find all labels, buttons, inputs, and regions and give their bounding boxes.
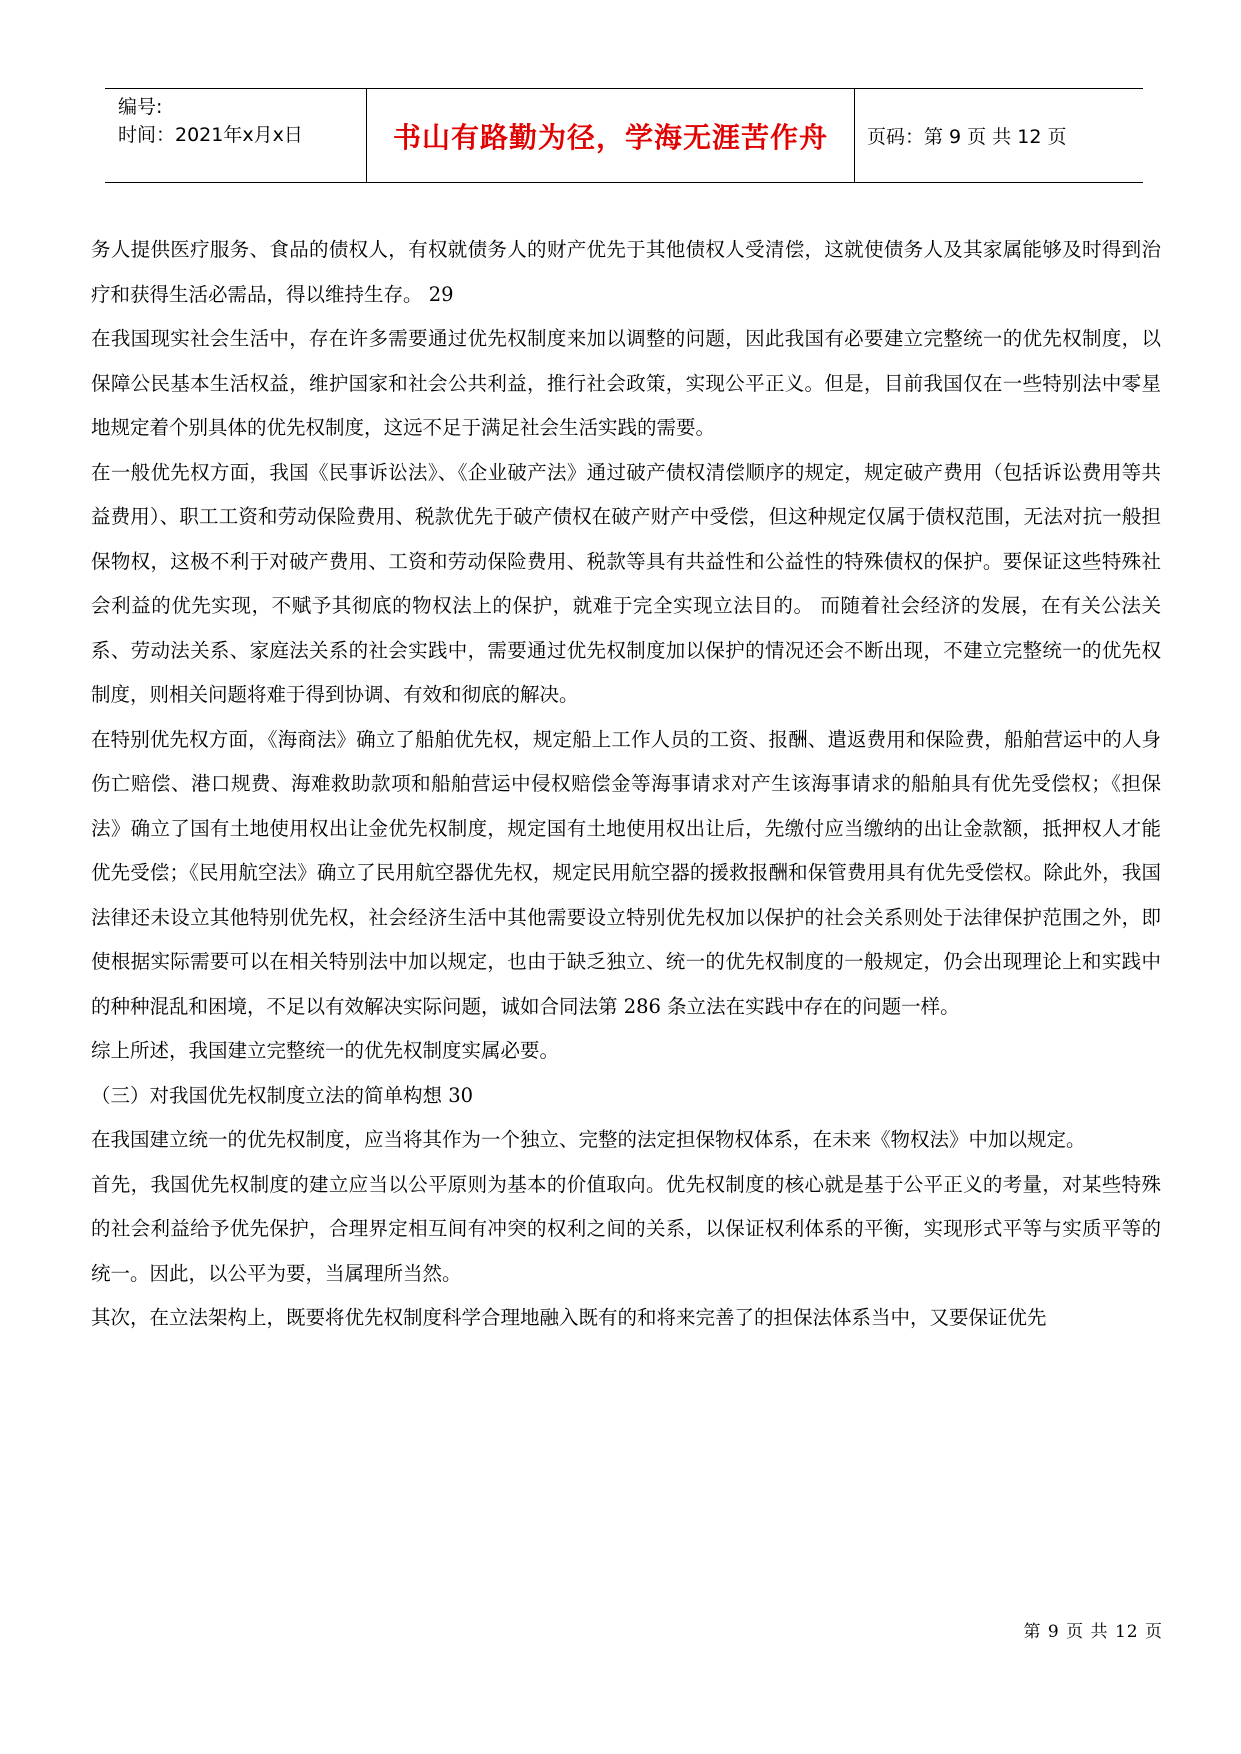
document-number-label: 编号: <box>118 96 163 118</box>
header-page-number: 页码：第 9 页 共 12 页 <box>867 126 1067 148</box>
section-heading: （三）对我国优先权制度立法的简单构想 30 <box>91 1083 474 1107</box>
paragraph: 其次，在立法架构上，既要将优先权制度科学合理地融入既有的和将来完善了的担保法体系当中，又要保证优先 <box>91 1306 1047 1329</box>
paragraph: 首先，我国优先权制度的建立应当以公平原则为基本的价值取向。优先权制度的核心就是基于公平正义的考量，对某些特殊的社会利益给予优先保护，合理界定相互间有冲突的权利之间的关系，以保证权利体系的平衡，实现形式平等与实质平等的统一。因此，以公平为要，当属理所当然。 <box>91 1172 1161 1285</box>
page-footer: 第 9 页 共 12 页 <box>1023 1622 1163 1642</box>
paragraph: 在一般优先权方面，我国《民事诉讼法》、《企业破产法》通过破产债权清偿顺序的规定，规定破产费用（包括诉讼费用等共益费用）、职工工资和劳动保险费用、税款优先于破产债权在破产财产中受偿，但这种规定仅属于债权范围，无法对抗一般担保物权，这极不利于对破产费用、工资和劳动保险费用、税款等具有共益性和公益性的特殊债权的保护。要保证这些特殊社会利益的优先实现，不赋予其彻底的物权法上的保护，就难于完全实现立法目的。 而随着社会经济的发展，在有关公法关系、劳动法关系、家庭法关系的社会实践中，需要通过优先权制度加以保护的情况还会不断出现，不建立完整统一的优先权制度，则相关问题将难于得到协调、有效和彻底的解决。 <box>91 460 1161 706</box>
page-header <box>105 88 1143 183</box>
header-motto: 书山有路勤为径，学海无涯苦作舟 <box>367 89 855 182</box>
document-body <box>91 228 1161 1341</box>
paragraph: 务人提供医疗服务、食品的债权人，有权就债务人的财产优先于其他债权人受清偿，这就使债务人及其家属能够及时得到治疗和获得生活必需品，得以维持生存。 29 <box>91 238 1161 306</box>
paragraph: 在特别优先权方面，《海商法》确立了船舶优先权，规定船上工作人员的工资、报酬、遣返费用和保险费，船舶营运中的人身伤亡赔偿、港口规费、海难救助款项和船舶营运中侵权赔偿金等海事请求对产生该海事请求的船舶具有优先受偿权；《担保法》确立了国有土地使用权出让金优先权制度，规定国有土地使用权出让后，先缴付应当缴纳的出让金款额，抵押权人才能优先受偿；《民用航空法》确立了民用航空器优先权，规定民用航空器的援救报酬和保管费用具有优先受偿权。除此外，我国法律还未设立其他特别优先权，社会经济生活中其他需要设立特别优先权加以保护的社会关系则处于法律保护范围之外，即使根据实际需要可以在相关特别法中加以规定，也由于缺乏独立、统一的优先权制度的一般规定，仍会出现理论上和实践中的种种混乱和困境，不足以有效解决实际问题，诚如合同法第 286 条立法在实践中存在的问题一样。 <box>91 727 1161 1018</box>
header-info-cell <box>105 89 367 182</box>
paragraph: 在我国现实社会生活中，存在许多需要通过优先权制度来加以调整的问题，因此我国有必要建立完整统一的优先权制度，以保障公民基本生活权益，维护国家和社会公共利益，推行社会政策，实现公平正义。但是，目前我国仅在一些特别法中零星地规定着个别具体的优先权制度，这远不足于满足社会生活实践的需要。 <box>91 327 1161 439</box>
document-time-label: 时间：2021年x月x日 <box>118 124 303 146</box>
paragraph: 在我国建立统一的优先权制度，应当将其作为一个独立、完整的法定担保物权体系，在未来《物权法》中加以规定。 <box>91 1128 1086 1151</box>
paragraph: 综上所述，我国建立完整统一的优先权制度实属必要。 <box>91 1039 560 1062</box>
